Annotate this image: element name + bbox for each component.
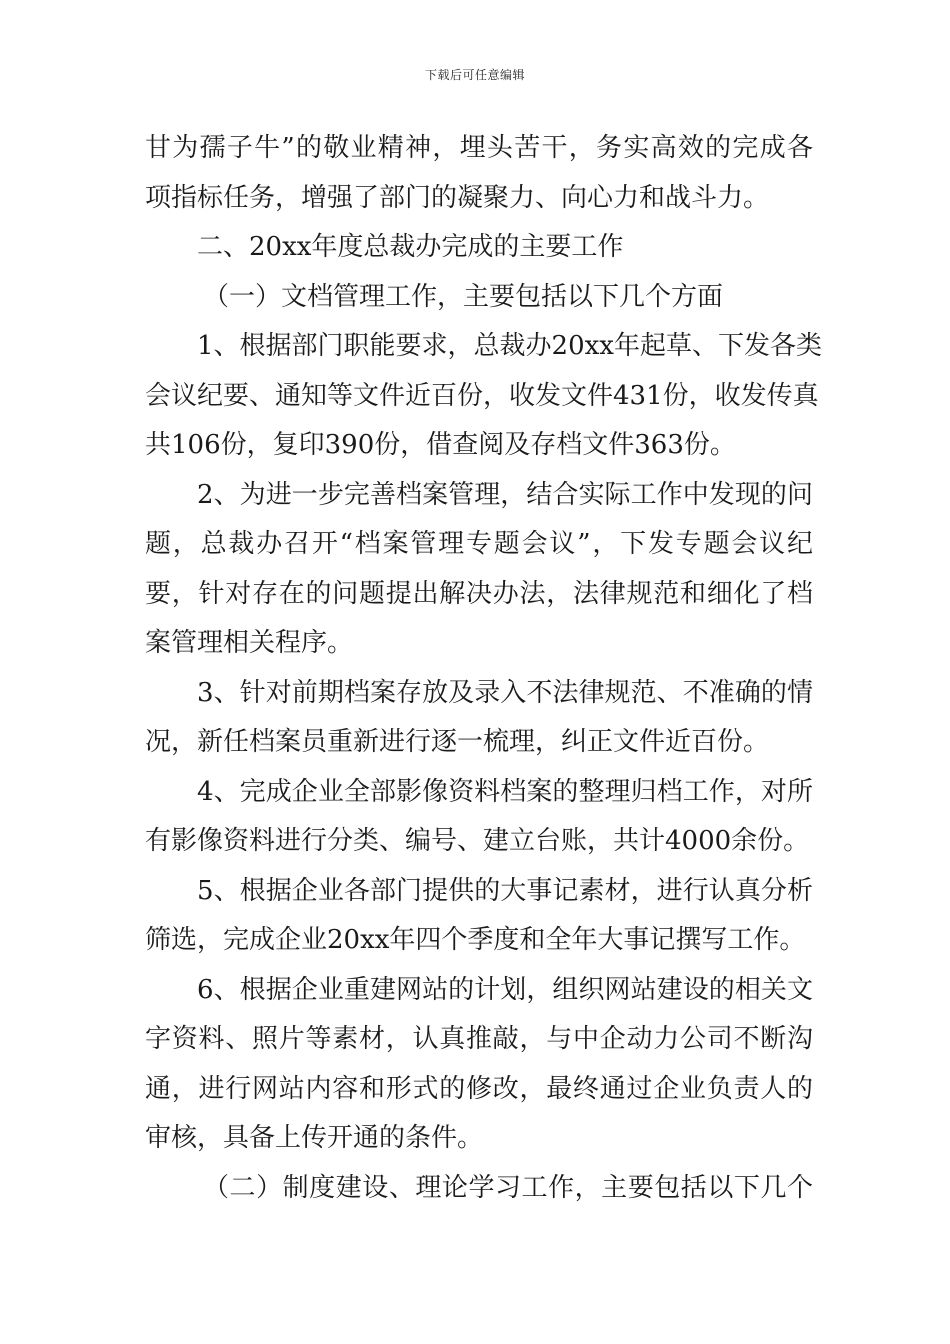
paragraph-line: 4、完成企业全部影像资料档案的整理归档工作，对所 [197,776,813,807]
paragraph-line: 甘为孺子牛”的敬业精神，埋头苦干，务实高效的完成各 [145,133,813,163]
page-header: 下载后可任意编辑 [424,68,525,82]
paragraph-line: 6、根据企业重建网站的计划，组织网站建设的相关文 [197,974,813,1005]
paragraph-line: 通，进行网站内容和形式的修改，最终通过企业负责人的 [145,1073,813,1104]
paragraph-line: 筛选，完成企业20xx年四个季度和全年大事记撰写工作。 [145,925,806,955]
paragraph-line: 况，新任档案员重新进行逐一梳理，纠正文件近百份。 [145,727,770,757]
paragraph-line: 会议纪要、通知等文件近百份，收发文件431份，收发传真 [145,380,819,411]
paragraph-line: 有影像资料进行分类、编号、建立台账，共计4000余份。 [145,826,810,856]
paragraph-line: 共106份，复印390份，借查阅及存档文件363份。 [145,430,736,460]
subsection-heading: （一）文档管理工作，主要包括以下几个方面 [203,281,724,312]
paragraph-line: 2、为进一步完善档案管理，结合实际工作中发现的问 [197,479,813,510]
paragraph-line: 1、根据部门职能要求，总裁办20xx年起草、下发各类 [197,331,822,361]
paragraph-line: 案管理相关程序。 [145,628,354,658]
paragraph-line: 3、针对前期档案存放及录入不法律规范、不准确的情 [197,677,813,708]
paragraph-line: 字资料、照片等素材，认真推敲，与中企动力公司不断沟 [145,1024,813,1054]
paragraph-line: 题，总裁办召开“档案管理专题会议”，下发专题会议纪 [145,529,813,559]
paragraph-line: 5、根据企业各部门提供的大事记素材，进行认真分析 [197,875,813,906]
section-heading: 二、20xx年度总裁办完成的主要工作 [197,232,624,262]
document-body [145,124,822,1213]
subsection-heading: （二）制度建设、理论学习工作，主要包括以下几个 [203,1172,813,1203]
paragraph-line: 项指标任务，增强了部门的凝聚力、向心力和战斗力。 [145,182,770,213]
paragraph-line: 要，针对存在的问题提出解决办法，法律规范和细化了档 [145,578,813,609]
paragraph-line: 审核，具备上传开通的条件。 [145,1123,484,1153]
